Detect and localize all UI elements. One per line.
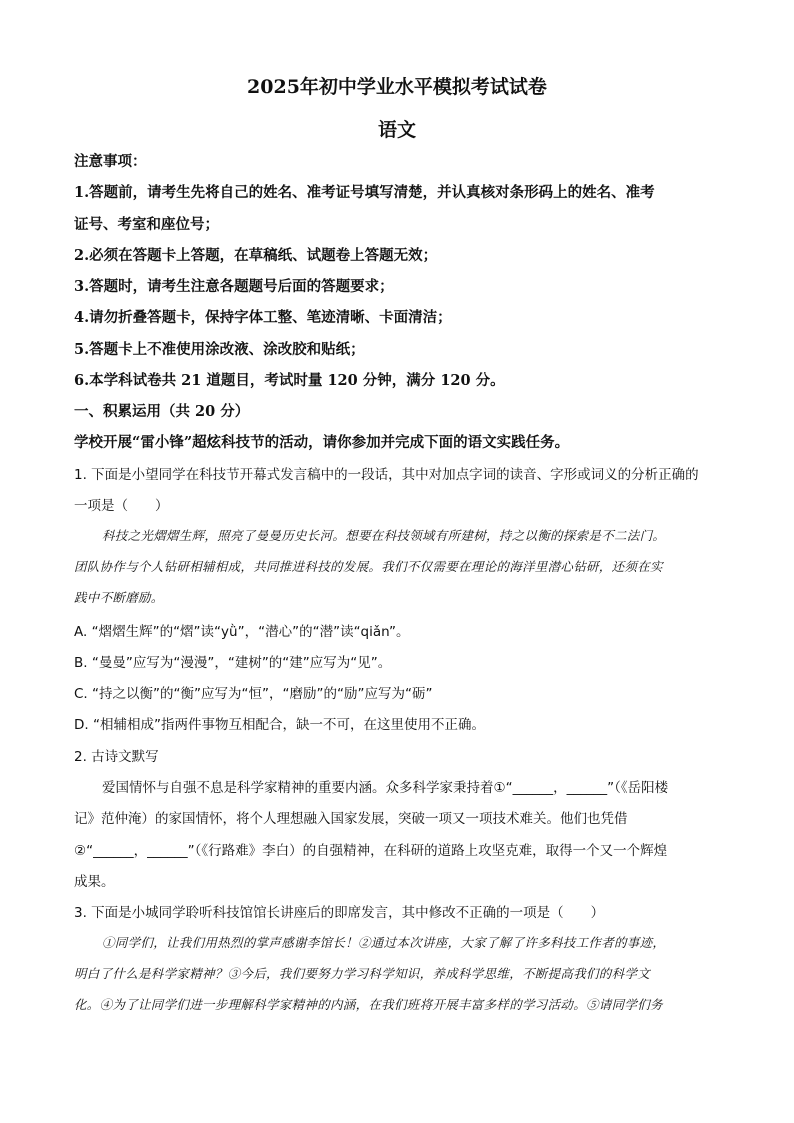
q2-body-line: 爱国情怀与自强不息是科学家精神的重要内涵。众多科学家秉持着①“______，______”（《岳阳楼: [102, 780, 669, 796]
passage-line: 化。④为了让同学们进一步理解科学家精神的内涵，在我们班将开展丰富多样的学习活动。⑤请同学们务: [74, 997, 663, 1012]
option-c: C. “持之以衡”的“衡”应写为“恒”，“磨励”的“励”应写为“砺”: [74, 686, 433, 702]
passage-line: 践中不断磨励。: [74, 590, 164, 605]
q2-body-line: 记》范仲淹）的家国情怀，将个人理想融入国家发展，突破一项又一项技术难关。他们也凭借: [74, 811, 628, 827]
passage-line: 团队协作与个人钻研相辅相成，共同推进科技的发展。我们不仅需要在理论的海洋里潜心钻研，还须在实: [74, 559, 663, 574]
option-d: D. “相辅相成”指两件事物互相配合，缺一不可，在这里使用不正确。: [74, 717, 485, 733]
option-a: A. “熠熠生辉”的“熠”读“yǜ”，“潜心”的“潜”读“qiǎn”。: [74, 624, 410, 640]
notes-heading: 注意事项：: [74, 153, 147, 170]
passage-line: 科技之光熠熠生辉，照亮了曼曼历史长河。想要在科技领域有所建树，持之以衡的探索是不二法门。: [102, 528, 666, 543]
section-intro: 学校开展“雷小锋”超炫科技节的活动，请你参加并完成下面的语文实践任务。: [74, 434, 570, 451]
notes-line: 6.本学科试卷共 21 道题目，考试时量 120 分钟，满分 120 分。: [74, 372, 505, 389]
option-b: B. “曼曼”应写为“漫漫”，“建树”的“建”应写为“见”。: [74, 655, 392, 671]
exam-title: 2025年初中学业水平模拟考试试卷: [247, 76, 547, 98]
question-stem: 1. 下面是小望同学在科技节开幕式发言稿中的一段话，其中对加点字词的读音、字形或词义的分析正确的: [74, 467, 699, 483]
question-stem: 一项是（ ）: [74, 498, 169, 514]
notes-line: 3.答题时，请考生注意各题题号后面的答题要求；: [74, 278, 394, 295]
notes-line: 证号、考室和座位号；: [74, 216, 219, 233]
question-stem: 2. 古诗文默写: [74, 749, 159, 765]
q2-body-line: ②“______，______”（《行路难》李白）的自强精神，在科研的道路上攻坚克难，取得一个又一个辉煌: [74, 843, 668, 859]
section-heading: 一、积累运用（共 20 分）: [74, 403, 250, 420]
passage-line: ①同学们，让我们用热烈的掌声感谢李馆长！②通过本次讲座，大家了解了许多科技工作者的事迹，: [102, 935, 666, 950]
notes-line: 2.必须在答题卡上答题，在草稿纸、试题卷上答题无效；: [74, 247, 438, 264]
q2-body-line: 成果。: [74, 874, 115, 890]
notes-line: 5.答题卡上不准使用涂改液、涂改胶和贴纸；: [74, 341, 365, 358]
notes-line: 4.请勿折叠答题卡，保持字体工整、笔迹清晰、卡面清洁；: [74, 309, 452, 326]
notes-line: 1.答题前，请考生先将自己的姓名、准考证号填写清楚，并认真核对条形码上的姓名、准考: [74, 184, 655, 201]
question-stem: 3. 下面是小城同学聆听科技馆馆长讲座后的即席发言，其中修改不正确的一项是（ ）: [74, 905, 605, 921]
subject-title: 语文: [377, 119, 416, 141]
passage-line: 明白了什么是科学家精神？③今后，我们要努力学习科学知识，养成科学思维，不断提高我们的科学文: [74, 966, 651, 981]
